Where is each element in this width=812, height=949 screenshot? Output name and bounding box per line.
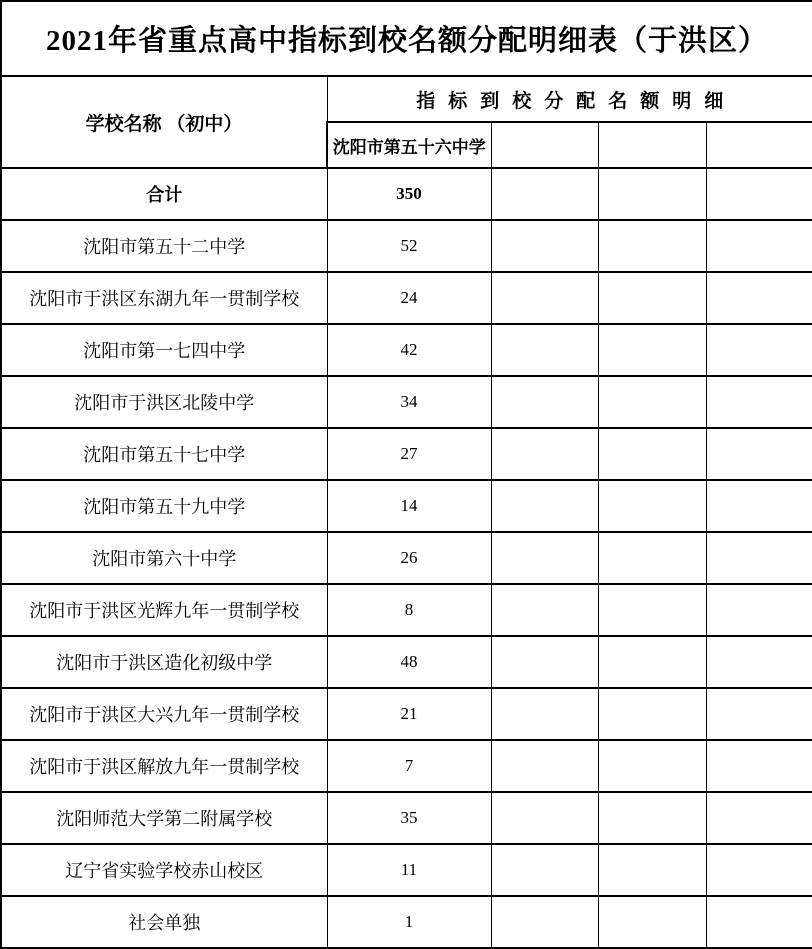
empty-cell xyxy=(706,844,812,896)
row-label: 沈阳市于洪区光辉九年一贯制学校 xyxy=(1,584,327,636)
row-label: 社会单独 xyxy=(1,896,327,948)
empty-cell xyxy=(491,168,598,220)
table-row xyxy=(1,532,812,584)
empty-cell xyxy=(706,688,812,740)
empty-cell xyxy=(491,688,598,740)
table-row xyxy=(1,324,812,376)
empty-cell xyxy=(598,272,706,324)
quota-value: 7 xyxy=(327,740,491,792)
empty-cell xyxy=(598,480,706,532)
empty-cell xyxy=(598,896,706,948)
empty-cell xyxy=(706,428,812,480)
row-label: 沈阳市第五十九中学 xyxy=(1,480,327,532)
header-row xyxy=(1,76,812,122)
quota-value: 14 xyxy=(327,480,491,532)
row-label: 沈阳市于洪区北陵中学 xyxy=(1,376,327,428)
empty-cell xyxy=(706,532,812,584)
allocation-group-header: 指标到校分配名额明细 xyxy=(327,76,812,122)
empty-cell xyxy=(491,324,598,376)
table-row xyxy=(1,844,812,896)
quota-value: 21 xyxy=(327,688,491,740)
empty-cell xyxy=(598,168,706,220)
empty-cell xyxy=(491,376,598,428)
school-name-column-header: 学校名称 （初中） xyxy=(1,76,327,168)
empty-cell xyxy=(491,532,598,584)
row-label: 沈阳市于洪区大兴九年一贯制学校 xyxy=(1,688,327,740)
empty-cell xyxy=(491,584,598,636)
row-label: 沈阳市于洪区造化初级中学 xyxy=(1,636,327,688)
empty-cell xyxy=(598,584,706,636)
empty-cell xyxy=(598,688,706,740)
table-row xyxy=(1,688,812,740)
quota-value: 27 xyxy=(327,428,491,480)
empty-cell xyxy=(598,376,706,428)
table-row xyxy=(1,272,812,324)
empty-cell xyxy=(706,480,812,532)
row-label: 沈阳市于洪区东湖九年一贯制学校 xyxy=(1,272,327,324)
table-row xyxy=(1,480,812,532)
empty-cell xyxy=(598,740,706,792)
table-row xyxy=(1,792,812,844)
table-row xyxy=(1,376,812,428)
empty-cell xyxy=(598,428,706,480)
quota-value: 26 xyxy=(327,532,491,584)
target-school-header-empty-1 xyxy=(491,122,598,168)
empty-cell xyxy=(706,376,812,428)
row-label: 沈阳师范大学第二附属学校 xyxy=(1,792,327,844)
row-label: 沈阳市第一七四中学 xyxy=(1,324,327,376)
empty-cell xyxy=(706,584,812,636)
empty-cell xyxy=(598,532,706,584)
table-row xyxy=(1,584,812,636)
empty-cell xyxy=(598,636,706,688)
empty-cell xyxy=(706,168,812,220)
quota-value: 350 xyxy=(327,168,491,220)
empty-cell xyxy=(706,636,812,688)
empty-cell xyxy=(491,896,598,948)
empty-cell xyxy=(706,324,812,376)
row-label: 沈阳市第五十二中学 xyxy=(1,220,327,272)
target-school-header-empty-2 xyxy=(598,122,706,168)
title-row xyxy=(1,1,812,76)
empty-cell xyxy=(706,220,812,272)
empty-cell xyxy=(491,844,598,896)
quota-value: 42 xyxy=(327,324,491,376)
page-title: 2021年省重点高中指标到校名额分配明细表（于洪区） xyxy=(1,1,812,76)
empty-cell xyxy=(706,896,812,948)
quota-value: 8 xyxy=(327,584,491,636)
row-label: 沈阳市于洪区解放九年一贯制学校 xyxy=(1,740,327,792)
row-label: 辽宁省实验学校赤山校区 xyxy=(1,844,327,896)
quota-value: 1 xyxy=(327,896,491,948)
quota-value: 52 xyxy=(327,220,491,272)
target-school-header: 沈阳市第五十六中学 xyxy=(327,122,491,168)
row-label: 沈阳市第六十中学 xyxy=(1,532,327,584)
empty-cell xyxy=(598,792,706,844)
quota-value: 24 xyxy=(327,272,491,324)
total-row xyxy=(1,168,812,220)
empty-cell xyxy=(706,272,812,324)
table-row xyxy=(1,896,812,948)
empty-cell xyxy=(706,792,812,844)
empty-cell xyxy=(491,792,598,844)
row-label: 合计 xyxy=(1,168,327,220)
empty-cell xyxy=(598,844,706,896)
quota-value: 34 xyxy=(327,376,491,428)
quota-value: 35 xyxy=(327,792,491,844)
table-row xyxy=(1,636,812,688)
table-row xyxy=(1,220,812,272)
quota-value: 48 xyxy=(327,636,491,688)
empty-cell xyxy=(491,428,598,480)
quota-value: 11 xyxy=(327,844,491,896)
empty-cell xyxy=(706,740,812,792)
table-row xyxy=(1,740,812,792)
row-label: 沈阳市第五十七中学 xyxy=(1,428,327,480)
empty-cell xyxy=(491,636,598,688)
empty-cell xyxy=(491,272,598,324)
empty-cell xyxy=(598,324,706,376)
empty-cell xyxy=(491,740,598,792)
empty-cell xyxy=(491,480,598,532)
empty-cell xyxy=(598,220,706,272)
table-row xyxy=(1,428,812,480)
empty-cell xyxy=(491,220,598,272)
target-school-header-empty-3 xyxy=(706,122,812,168)
